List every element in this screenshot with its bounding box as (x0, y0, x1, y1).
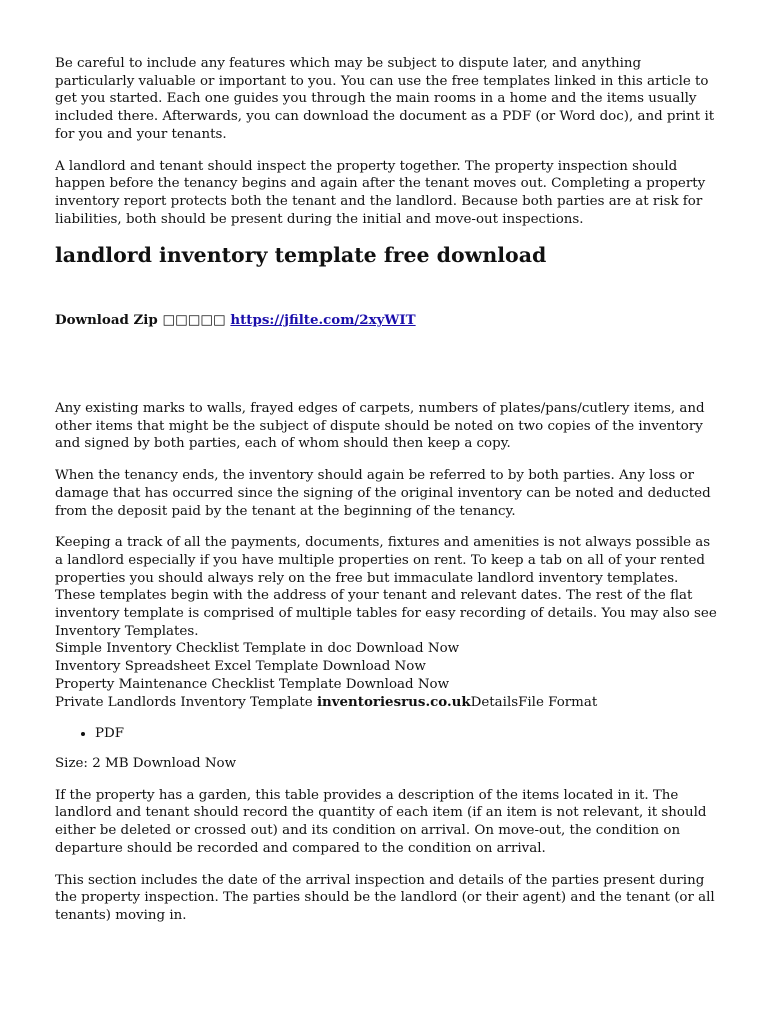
body-paragraph-arrival: This section includes the date of the arrival inspection and details of the parties present during the property inspection. The parties should be the landlord (or their agent) and the tenant (or all tenants) moving in. (55, 872, 715, 923)
intro-paragraph-1: Be careful to include any features which may be subject to dispute later, and anything particularly valuable or important to you. You can use the free templates linked in this article to get you started. Each one guides you through the main rooms in a home and the items usually included there. Afterwards, you can download the document as a PDF (or Word doc), and print it for you and your tenants. (55, 56, 715, 142)
template-line-simple: Simple Inventory Checklist Template in doc Download Now (55, 641, 460, 657)
body-paragraph-marks: Any existing marks to walls, frayed edges of carpets, numbers of plates/pans/cutlery items, and other items that might be the subject of dispute should be noted on two copies of the inventory and signed by both parties, each of whom should then keep a copy. (55, 401, 705, 452)
download-link[interactable]: https://jfilte.com/2xyWIT (230, 312, 416, 329)
private-template-source: inventoriesrus.co.uk (316, 693, 471, 710)
body-paragraph-garden: If the property has a garden, this table provides a description of the items located in it. The landlord and tenant should record the quantity of each item (if an item is not relevant, it should either be deleted or crossed out) and its condition on arrival. On move-out, the condition on departure should be recorded and compared to the condition on arrival. (55, 787, 707, 856)
document-page (55, 55, 720, 939)
download-line (55, 312, 720, 330)
download-label: Download Zip (55, 312, 158, 329)
body-paragraph-tenancy-ends: When the tenancy ends, the inventory should again be referred to by both parties. Any loss or damage that has occurred since the signing of the original inventory can be noted and deducted from the deposit paid by the tenant at the beginning of the tenancy. (55, 468, 711, 519)
templates-section (55, 534, 720, 711)
format-list-item: • PDF (95, 725, 720, 743)
template-line-private (55, 694, 720, 712)
page-title: landlord inventory template free download (55, 243, 547, 268)
template-line-spreadsheet: Inventory Spreadsheet Excel Template Download Now (55, 659, 426, 675)
download-glyphs: □□□□□ (162, 312, 226, 329)
private-template-suffix: DetailsFile Format (470, 694, 598, 710)
intro-paragraph-2: A landlord and tenant should inspect the property together. The property inspection should happen before the tenancy begins and again after the tenant moves out. Completing a property inventory report protects both the tenant and the landlord. Because both parties are at risk for liabilities, both should be present during the initial and move-out inspections. (55, 158, 706, 227)
template-line-maintenance: Property Maintenance Checklist Template Download Now (55, 676, 450, 692)
size-line: Size: 2 MB Download Now (55, 755, 237, 771)
private-template-prefix: Private Landlords Inventory Template (55, 694, 317, 710)
format-list (55, 725, 720, 743)
body-paragraph-keeping-track: Keeping a track of all the payments, documents, fixtures and amenities is not always possible as a landlord especially if you have multiple properties on rent. To keep a tab on all of your rented properties you should always rely on the free but immaculate landlord inventory templates. These templates begin with the address of your tenant and relevant dates. The rest of the flat inventory template is comprised of multiple tables for easy recording of details. You may also see Inventory Templates. (55, 535, 717, 639)
